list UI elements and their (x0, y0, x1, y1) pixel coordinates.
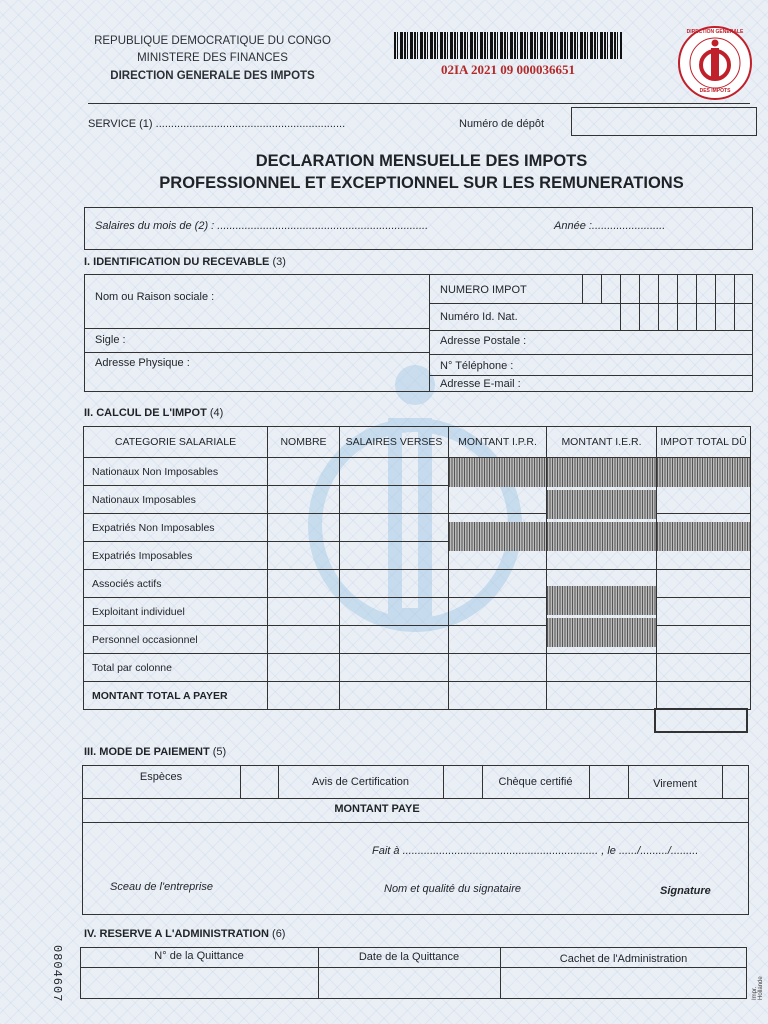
printer-mark: Impr. Hollande (752, 976, 764, 1000)
hatched-cell (449, 458, 546, 487)
email-field[interactable]: Adresse E-mail : (440, 378, 521, 390)
total-amount-box[interactable] (654, 708, 748, 733)
seal-bottom-text: DES IMPOTS (699, 88, 731, 94)
row-label: Personnel occasionnel (84, 626, 268, 654)
service-field[interactable]: SERVICE (1) .............................................................. (88, 118, 346, 130)
year-field[interactable]: Année :........................ (554, 220, 666, 232)
total-to-pay-label: MONTANT TOTAL A PAYER (84, 682, 268, 710)
postal-address-field[interactable]: Adresse Postale : (440, 335, 527, 347)
salary-month-field[interactable]: Salaires du mois de (2) : ..................................................................... (95, 220, 429, 232)
form-title-line1: DECLARATION MENSUELLE DES IMPOTS (255, 152, 588, 170)
payment-certified-cheque-option[interactable]: Chèque certifié (498, 776, 573, 788)
header-ipr: MONTANT I.P.R. (449, 427, 547, 458)
amount-paid-label: MONTANT PAYE (334, 803, 420, 815)
hatched-cell (547, 458, 656, 487)
header-count: NOMBRE (268, 427, 340, 458)
serial-number: 0804607 (50, 945, 64, 1003)
header-salaries: SALAIRES VERSES (340, 427, 449, 458)
receipt-date-header: Date de la Quittance (358, 951, 460, 963)
hatched-cell (657, 522, 750, 551)
signatory-label: Nom et qualité du signataire (384, 883, 521, 895)
row-label: Nationaux Non Imposables (84, 458, 268, 486)
physical-address-field[interactable]: Adresse Physique : (95, 357, 190, 369)
direction-heading: DIRECTION GENERALE DES IMPOTS (110, 70, 315, 82)
payment-certification-option[interactable]: Avis de Certification (311, 776, 409, 788)
administration-stamp-header: Cachet de l'Administration (559, 953, 688, 965)
section-administration-title: IV. RESERVE A L'ADMINISTRATION (6) (84, 928, 286, 940)
hatched-cell (547, 490, 656, 519)
header-total-due: IMPOT TOTAL DÛ (657, 427, 751, 458)
row-label: Total par colonne (84, 654, 268, 682)
phone-field[interactable]: N° Téléphone : (440, 360, 514, 372)
header-ier: MONTANT I.E.R. (547, 427, 657, 458)
deposit-label: Numéro de dépôt (459, 118, 544, 130)
nat-id-field[interactable]: Numéro Id. Nat. (440, 311, 518, 323)
section-identification-title: I. IDENTIFICATION DU RECEVABLE (3) (84, 256, 286, 268)
row-label: Nationaux Imposables (84, 486, 268, 514)
row-label: Expatriés Non Imposables (84, 514, 268, 542)
place-date-field[interactable]: Fait à ................................................................ , le ....../........./......... (372, 845, 699, 857)
receipt-number-header: N° de la Quittance (154, 950, 244, 962)
hatched-cell (547, 522, 656, 551)
company-seal-label: Sceau de l'entreprise (110, 881, 213, 893)
row-label: Expatriés Imposables (84, 542, 268, 570)
payment-cash-option[interactable]: Espèces (139, 771, 183, 783)
hatched-cell (547, 586, 656, 615)
republic-heading: REPUBLIQUE DEMOCRATIQUE DU CONGO (94, 35, 331, 47)
hatched-cell (547, 618, 656, 647)
acronym-field[interactable]: Sigle : (95, 334, 126, 346)
hatched-cell (657, 458, 750, 487)
section-calculation-title: II. CALCUL DE L'IMPOT (4) (84, 407, 224, 419)
form-title-line2: PROFESSIONNEL ET EXCEPTIONNEL SUR LES REMUNERATIONS (159, 174, 684, 192)
tax-number-field[interactable]: NUMERO IMPOT (440, 284, 527, 296)
header-category: CATEGORIE SALARIALE (84, 427, 268, 458)
payment-transfer-option[interactable]: Virement (653, 778, 697, 790)
row-label: Exploitant individuel (84, 598, 268, 626)
barcode-number: 02IA 2021 09 000036651 (441, 62, 575, 77)
seal-top-text: DIRECTION GENERALE (686, 29, 744, 35)
barcode (394, 32, 622, 59)
name-field[interactable]: Nom ou Raison sociale : (95, 291, 215, 303)
section-payment-title: III. MODE DE PAIEMENT (5) (84, 746, 227, 758)
row-label: Associés actifs (84, 570, 268, 598)
deposit-number-field[interactable] (571, 107, 757, 136)
signature-label: Signature (660, 885, 711, 897)
ministry-heading: MINISTERE DES FINANCES (137, 52, 288, 64)
hatched-cell (449, 522, 546, 551)
